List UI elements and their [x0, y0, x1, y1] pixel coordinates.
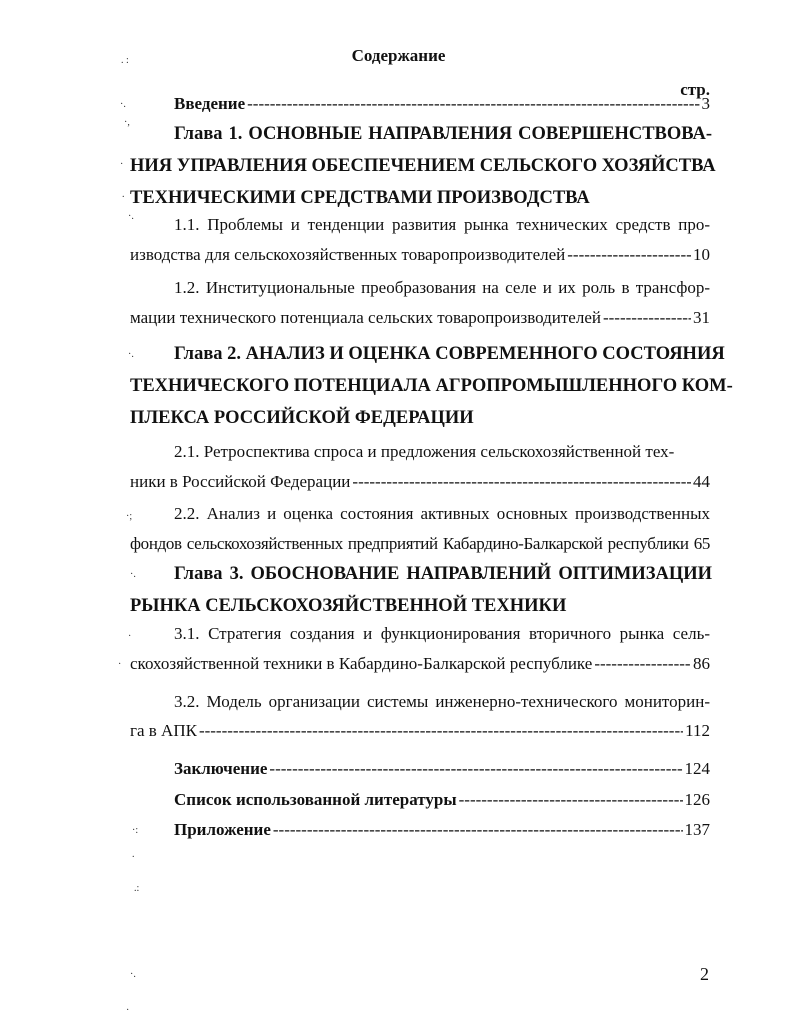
chapter-heading-line: Глава 1. ОСНОВНЫЕ НАПРАВЛЕНИЯ СОВЕРШЕНСТВОВА- [174, 124, 712, 144]
scan-speck: ·. [128, 349, 134, 360]
scan-speck: ·; [126, 511, 133, 522]
toc-entry-2-2-line2 [130, 530, 710, 558]
chapter-1-heading [130, 118, 716, 214]
toc-entry-references [130, 786, 710, 814]
toc-entry-text: 3.1. Стратегия создания и функционирования вторичного рынка сель- [174, 624, 710, 643]
toc-page-number: 10 [693, 245, 710, 264]
chapter-heading-line: ПЛЕКСА РОССИЙСКОЙ ФЕДЕРАЦИИ [130, 408, 474, 428]
toc-entry-conclusion [130, 755, 710, 783]
toc-page-number: 31 [693, 308, 710, 327]
toc-entry-text: 2.1. Ретроспектива спроса и предложения сельскохозяйственной тех- [174, 442, 675, 461]
scan-speck: . [122, 189, 125, 200]
toc-entry-text: мации технического потенциала сельских товаропроизводителей [130, 308, 601, 327]
dot-leader [352, 468, 691, 496]
scan-speck: ·: [132, 825, 139, 836]
toc-page-number: 126 [684, 790, 710, 809]
scan-speck: ·. [130, 569, 136, 580]
chapter-heading-line: Глава 2. АНАЛИЗ И ОЦЕНКА СОВРЕМЕННОГО СОСТОЯНИЯ [174, 344, 725, 364]
toc-entry-1-1-line1 [130, 211, 710, 239]
dot-leader [603, 304, 691, 332]
scan-speck: .: [134, 883, 140, 894]
toc-entry-text: га в АПК [130, 721, 197, 740]
toc-entry-text: 1.1. Проблемы и тенденции развития рынка технических средств про- [174, 215, 710, 234]
toc-page-number: 137 [684, 820, 710, 839]
toc-page-number: 3 [701, 94, 710, 113]
toc-entry-label: Список использованной литературы [174, 790, 457, 809]
scan-speck: ·. [128, 211, 134, 222]
toc-entry-1-2-line1 [130, 274, 710, 302]
toc-entry-text: ники в Российской Федерации [130, 472, 351, 491]
dot-leader [459, 786, 683, 814]
chapter-heading-line: ТЕХНИЧЕСКИМИ СРЕДСТВАМИ ПРОИЗВОДСТВА [130, 188, 590, 208]
chapter-heading-line: Глава 3. ОБОСНОВАНИЕ НАПРАВЛЕНИЙ ОПТИМИЗАЦИИ [174, 564, 712, 584]
chapter-heading-line: ТЕХНИЧЕСКОГО ПОТЕНЦИАЛА АГРОПРОМЫШЛЕННОГО КОМ- [130, 376, 733, 396]
chapter-2-heading [130, 338, 733, 434]
toc-entry-label: Введение [174, 94, 246, 113]
chapter-heading-line: НИЯ УПРАВЛЕНИЯ ОБЕСПЕЧЕНИЕМ СЕЛЬСКОГО ХОЗЯЙСТВА [130, 156, 716, 176]
toc-entry-1-1-line2 [130, 241, 710, 269]
scan-speck: · [120, 159, 124, 170]
toc-entry-2-1-line2 [130, 468, 710, 496]
toc-entry-2-2-line1 [130, 500, 710, 528]
dot-leader [273, 816, 683, 844]
scan-speck: ·. [130, 969, 136, 980]
toc-entry-1-2-line2 [130, 304, 710, 332]
page-column-label: стр. [680, 80, 710, 99]
toc-page-number: 124 [684, 759, 710, 778]
toc-entry-text: 3.2. Модель организации системы инженерно-технического мониторин- [174, 692, 710, 711]
toc-entry-3-2-line1 [130, 688, 710, 716]
toc-entry-3-1-line2 [130, 650, 710, 678]
toc-entry-label: Заключение [174, 759, 268, 778]
toc-page-number: 86 [693, 654, 710, 673]
toc-entry-text: изводства для сельскохозяйственных товаропроизводителей [130, 245, 566, 264]
dot-leader [269, 755, 682, 783]
scan-speck: · [118, 659, 122, 670]
scan-speck: . [132, 849, 135, 860]
toc-entry-text: 1.2. Институциональные преобразования на селе и их роль в трансфор- [174, 278, 710, 297]
toc-entry-appendix [130, 816, 710, 844]
scan-speck: ·, [124, 117, 130, 128]
toc-entry-3-1-line1 [130, 620, 710, 648]
toc-entry-text: скохозяйственной техники в Кабардино-Балкарской республике [130, 654, 593, 673]
chapter-3-heading [130, 558, 712, 622]
dot-leader [199, 717, 683, 745]
scan-speck: · [126, 1005, 130, 1016]
scan-speck: ·. [120, 99, 126, 110]
toc-entry-intro [130, 90, 710, 118]
page-title: Содержание [351, 46, 446, 65]
page-number: 2 [700, 964, 709, 984]
toc-entry-text: фондов сельскохозяйственных предприятий Кабардино-Балкарской республики 65 [130, 534, 710, 553]
toc-entry-2-1-line1 [130, 438, 710, 466]
toc-entry-3-2-line2 [130, 717, 710, 745]
scan-speck: . : [121, 55, 129, 66]
dot-leader [594, 650, 691, 678]
dot-leader [567, 241, 691, 269]
scan-speck: · [128, 631, 132, 642]
dot-leader [247, 90, 699, 118]
toc-entry-text: 2.2. Анализ и оценка состояния активных основных производственных [174, 504, 710, 523]
toc-page-number: 112 [685, 721, 710, 740]
chapter-heading-line: РЫНКА СЕЛЬСКОХОЗЯЙСТВЕННОЙ ТЕХНИКИ [130, 596, 567, 616]
toc-entry-label: Приложение [174, 820, 271, 839]
toc-page-number: 44 [693, 472, 710, 491]
